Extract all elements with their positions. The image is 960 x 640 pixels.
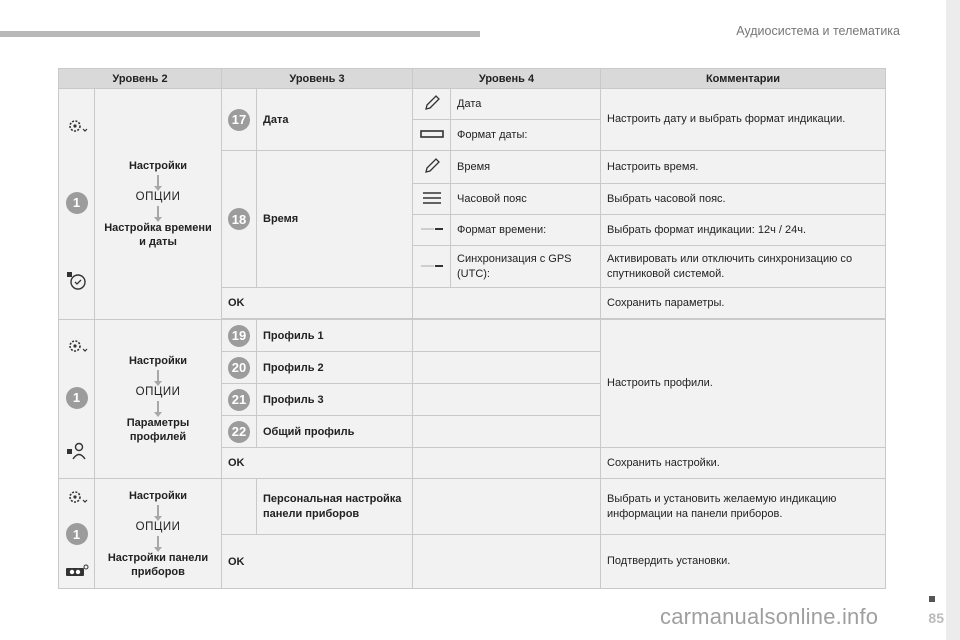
badge-20: 20	[228, 357, 250, 379]
icon-cell	[413, 120, 451, 151]
flow-arrow-icon	[157, 175, 159, 188]
user-profile-icon	[66, 441, 88, 461]
group2-icons	[59, 320, 95, 479]
badge-18: 18	[228, 208, 250, 230]
empty-cell	[413, 288, 601, 319]
comment-gps-sync: Активировать или отключить синхронизацию со спутниковой системой.	[601, 246, 886, 288]
empty-cell	[413, 535, 601, 589]
comment-profiles: Настроить профили.	[601, 320, 886, 448]
num-cell	[222, 384, 257, 416]
badge-17: 17	[228, 109, 250, 131]
empty-cell	[413, 479, 601, 535]
pencil-icon	[423, 157, 441, 175]
table-row	[59, 89, 886, 120]
level3-panel-custom: Персональная настройка панели приборов	[257, 479, 413, 535]
icon-cell	[413, 215, 451, 246]
level3-time: Время	[257, 151, 413, 288]
flow-arrow-icon	[157, 370, 159, 383]
empty-cell	[413, 448, 601, 479]
col-header-level4: Уровень 4	[413, 69, 601, 89]
badge-19: 19	[228, 325, 250, 347]
table-row	[59, 320, 886, 352]
empty-cell	[413, 416, 601, 448]
gear-icon	[66, 117, 88, 135]
flow-panel-settings: Настройки панели приборов	[107, 551, 209, 578]
comment-time: Настроить время.	[601, 151, 886, 184]
level4-time-format: Формат времени:	[451, 215, 601, 246]
clock-icon	[66, 271, 88, 291]
page-dot	[929, 596, 935, 602]
level3-date: Дата	[257, 89, 413, 151]
badge-1: 1	[66, 387, 88, 409]
icon-cell	[413, 184, 451, 215]
page-number: 85	[928, 610, 944, 626]
icon-cell	[413, 89, 451, 120]
ok-label: OK	[222, 448, 413, 479]
instrument-panel-icon	[65, 563, 89, 579]
comment-panel-custom: Выбрать и установить желаемую индикацию информации на панели приборов.	[601, 479, 886, 535]
section-title: Аудиосистема и телематика	[736, 24, 900, 38]
ok-label: OK	[222, 535, 413, 589]
toggle-line-icon	[420, 225, 444, 233]
group3-icons	[59, 479, 95, 589]
level3-profile-3: Профиль 3	[257, 384, 413, 416]
group1-flow	[95, 89, 222, 320]
pencil-icon	[423, 94, 441, 112]
group1-icons	[59, 89, 95, 320]
flow-options: ОПЦИИ	[135, 520, 181, 533]
level4-date: Дата	[451, 89, 601, 120]
level4-time: Время	[451, 151, 601, 184]
flow-arrow-icon	[157, 505, 159, 518]
watermark: carmanualsonline.info	[660, 604, 879, 629]
num-cell	[222, 416, 257, 448]
comment-timezone: Выбрать часовой пояс.	[601, 184, 886, 215]
level4-timezone: Часовой пояс	[451, 184, 601, 215]
flow-arrow-icon	[157, 536, 159, 549]
num-cell	[222, 89, 257, 151]
comment-date: Настроить дату и выбрать формат индикации.	[601, 89, 886, 151]
badge-21: 21	[228, 389, 250, 411]
flow-arrow-icon	[157, 401, 159, 414]
level4-date-format: Формат даты:	[451, 120, 601, 151]
wide-bar-icon	[420, 129, 444, 139]
empty-cell	[413, 320, 601, 352]
badge-1: 1	[66, 523, 88, 545]
icon-cell	[413, 246, 451, 288]
comment-confirm: Подтвердить установки.	[601, 535, 886, 589]
badge-1: 1	[66, 192, 88, 214]
flow-settings: Настройки	[128, 489, 188, 502]
comment-save-params: Сохранить параметры.	[601, 288, 886, 319]
flow-settings: Настройки	[128, 355, 188, 367]
flow-arrow-icon	[157, 206, 159, 219]
toggle-line-icon	[420, 262, 444, 270]
group3-flow	[95, 479, 222, 589]
group2-flow	[95, 320, 222, 479]
table-row	[59, 479, 886, 535]
flow-profiles: Параметры профилей	[126, 417, 190, 443]
table-header-row	[59, 69, 886, 89]
gear-icon	[66, 488, 88, 506]
badge-22: 22	[228, 421, 250, 443]
empty-cell	[413, 384, 601, 416]
empty-cell	[222, 479, 257, 535]
settings-table	[58, 68, 886, 589]
col-header-comments: Комментарии	[601, 69, 886, 89]
num-cell	[222, 320, 257, 352]
level3-profile-2: Профиль 2	[257, 352, 413, 384]
list-icon	[422, 191, 442, 205]
level3-common-profile: Общий профиль	[257, 416, 413, 448]
gear-icon	[66, 337, 88, 355]
num-cell	[222, 151, 257, 288]
col-header-level2: Уровень 2	[59, 69, 222, 89]
level3-profile-1: Профиль 1	[257, 320, 413, 352]
flow-time-date: Настройка времени и даты	[104, 222, 212, 248]
header-rule	[0, 31, 480, 37]
flow-options: ОПЦИИ	[135, 386, 181, 398]
flow-settings: Настройки	[128, 160, 188, 172]
col-header-level3: Уровень 3	[222, 69, 413, 89]
level4-gps-sync: Синхронизация с GPS (UTC):	[451, 246, 601, 288]
flow-options: ОПЦИИ	[135, 191, 181, 203]
ok-label: OK	[222, 288, 413, 319]
comment-time-format: Выбрать формат индикации: 12ч / 24ч.	[601, 215, 886, 246]
side-strip	[946, 0, 960, 640]
empty-cell	[413, 352, 601, 384]
num-cell	[222, 352, 257, 384]
icon-cell	[413, 151, 451, 184]
comment-save-settings: Сохранить настройки.	[601, 448, 886, 479]
